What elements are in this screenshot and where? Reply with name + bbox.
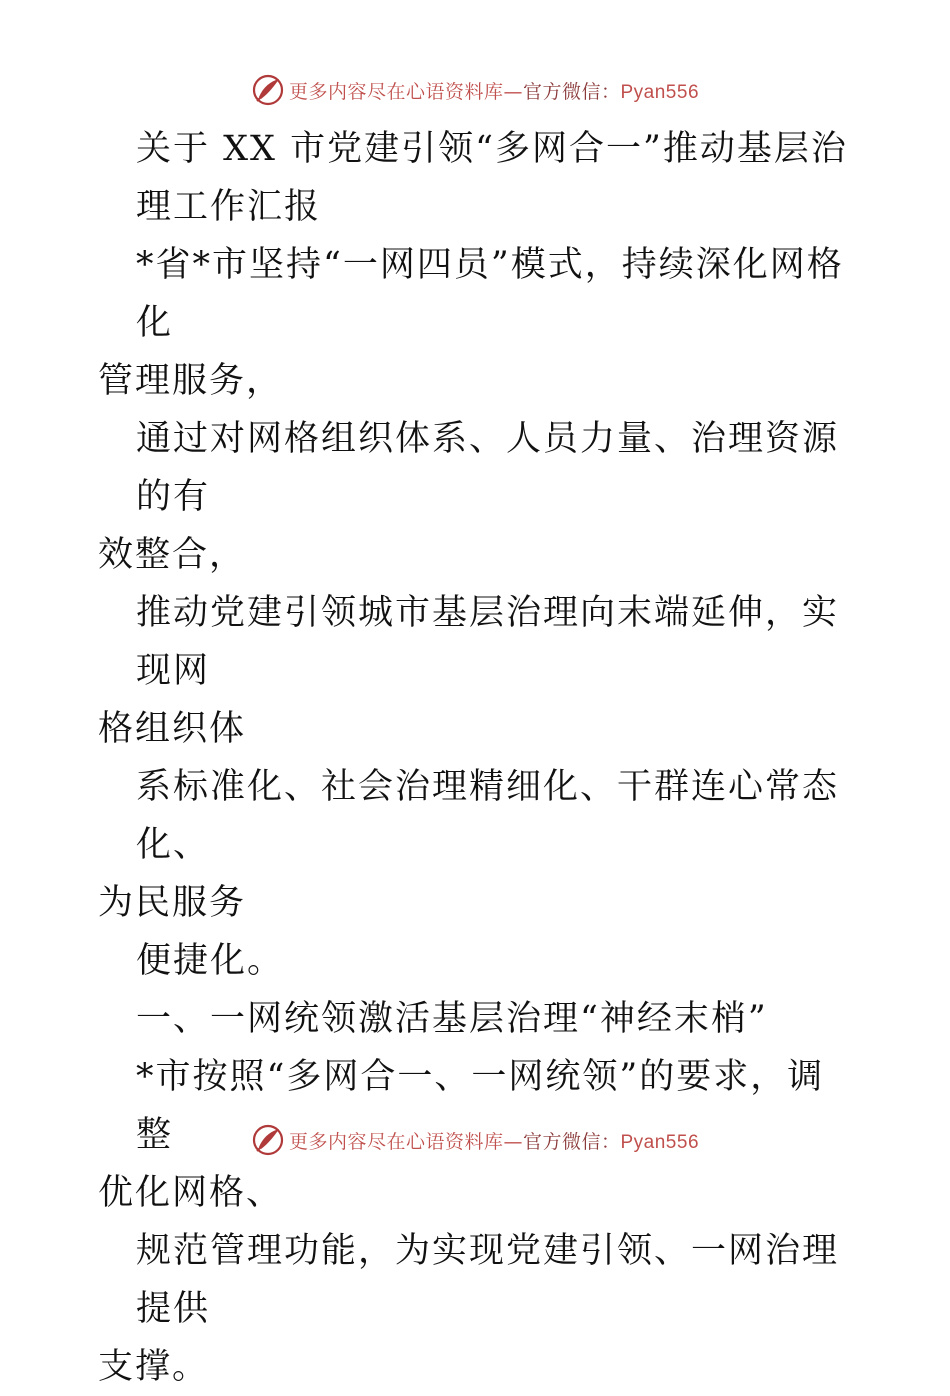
banner-handle: Pyan556	[620, 1131, 700, 1153]
text-line: 推动党建引领城市基层治理向末端延伸，实现网	[136, 593, 840, 691]
footer-watermark-banner	[0, 1122, 950, 1158]
banner-main: 更多内容尽在心语资料库	[288, 80, 504, 103]
text-line: 关于 XX 市党建引领“多网合一”推动基层治	[136, 129, 848, 169]
text-line: 效整合，	[98, 535, 247, 575]
text-line: 管理服务，	[98, 361, 284, 401]
text-line: *省*市坚持“一网四员”模式，持续深化网格化	[136, 245, 844, 343]
text-line: 格组织体	[98, 709, 247, 749]
pen-logo-icon	[251, 73, 285, 107]
document-body	[98, 120, 858, 1396]
pen-logo-icon	[251, 1123, 285, 1157]
text-line: 规范管理功能，为实现党建引领、一网治理提供	[136, 1231, 840, 1329]
banner-official: 官方微信：	[522, 1130, 621, 1153]
text-line: 为民服务	[98, 883, 247, 923]
text-line: *市按照“多网合一、一网统领”的要求，调整	[136, 1057, 825, 1155]
text-line: 支撑。	[98, 1347, 210, 1387]
text-line: 便捷化。	[136, 941, 285, 981]
banner-main: 更多内容尽在心语资料库	[288, 1130, 504, 1153]
banner-text	[289, 77, 699, 104]
text-line: 优化网格、	[98, 1173, 284, 1213]
banner-text	[289, 1127, 699, 1154]
banner-official: 官方微信：	[522, 80, 621, 103]
text-line: 通过对网格组织体系、人员力量、治理资源的有	[136, 419, 840, 517]
banner-handle: Pyan556	[620, 81, 700, 103]
header-watermark-banner	[0, 72, 950, 108]
banner-dash: —	[503, 1130, 523, 1153]
banner-dash: —	[503, 80, 523, 103]
text-line: 一、一网统领激活基层治理“神经末梢”	[136, 999, 768, 1039]
text-line: 系标准化、社会治理精细化、干群连心常态化、	[136, 767, 840, 865]
text-line: 理工作汇报	[136, 187, 322, 227]
